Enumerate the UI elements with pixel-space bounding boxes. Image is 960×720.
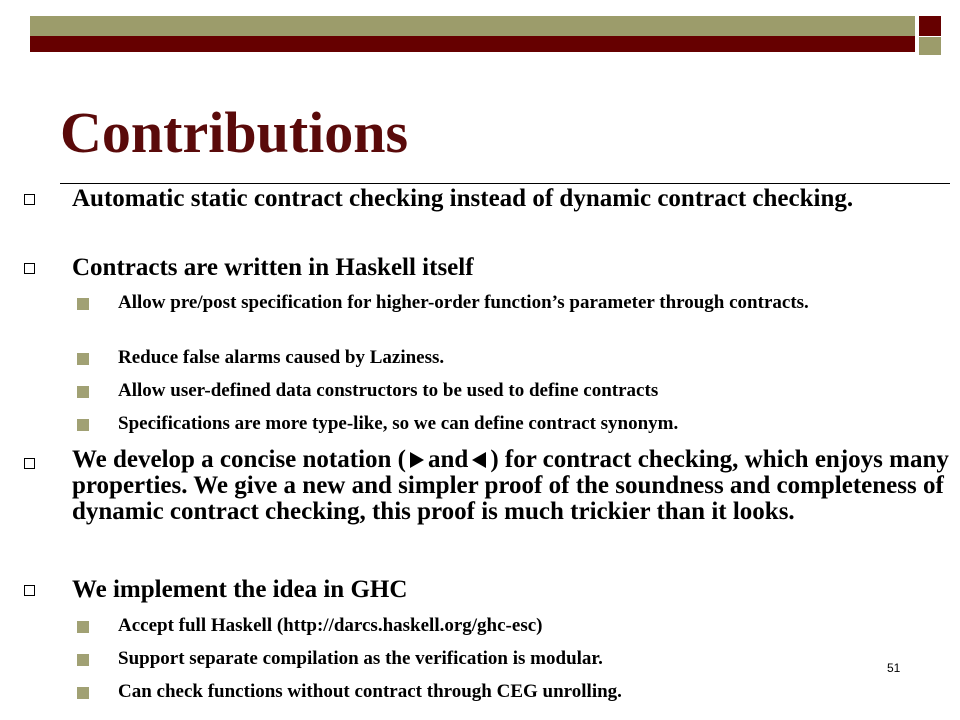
- notation-text-before: We develop a concise notation (: [72, 446, 407, 473]
- bullet-static-checking: Automatic static contract checking instead of dynamic contract checking.: [72, 185, 854, 212]
- sub-bullet: Support separate compilation as the verification is modular.: [118, 648, 603, 669]
- hollow-square-bullet-icon: [24, 458, 35, 469]
- notation-text-after: ) for contract checking, which enjoys many properties. We give a new and simpler proof of the soundness and completeness of dynamic contract checking, this proof is much trickier than it looks.: [72, 446, 949, 525]
- bullet-implement-ghc: We implement the idea in GHC: [72, 576, 408, 603]
- filled-square-bullet-icon: [77, 419, 89, 431]
- sub-bullet: Allow user-defined data constructors to be used to define contracts: [118, 380, 659, 401]
- filled-square-bullet-icon: [77, 621, 89, 633]
- filled-square-bullet-icon: [77, 353, 89, 365]
- notation-text-and: and: [428, 446, 469, 473]
- filled-square-bullet-icon: [77, 386, 89, 398]
- header-square-olive: [919, 37, 941, 55]
- hollow-square-bullet-icon: [24, 194, 35, 205]
- filled-square-bullet-icon: [77, 654, 89, 666]
- bullet-concise-notation: [72, 447, 952, 525]
- triangle-right-icon: [410, 452, 424, 468]
- filled-square-bullet-icon: [77, 298, 89, 310]
- header-bar-maroon: [30, 36, 915, 52]
- sub-bullet: Allow pre/post specification for higher-order function’s parameter through contracts.: [118, 292, 809, 313]
- filled-square-bullet-icon: [77, 687, 89, 699]
- hollow-square-bullet-icon: [24, 585, 35, 596]
- sub-bullet: Can check functions without contract through CEG unrolling.: [118, 681, 622, 702]
- slide-title: Contributions: [60, 100, 409, 165]
- header-bar-olive: [30, 16, 915, 36]
- triangle-left-icon: [472, 452, 486, 468]
- sub-bullet: Accept full Haskell (http://darcs.haskell.org/ghc-esc): [118, 615, 543, 636]
- page-number: 51: [887, 661, 901, 675]
- hollow-square-bullet-icon: [24, 263, 35, 274]
- bullet-contracts-haskell: Contracts are written in Haskell itself: [72, 254, 474, 281]
- sub-bullet: Specifications are more type-like, so we can define contract synonym.: [118, 413, 679, 434]
- title-divider: [60, 183, 950, 184]
- sub-bullet: Reduce false alarms caused by Laziness.: [118, 347, 445, 368]
- header-square-maroon: [919, 16, 941, 36]
